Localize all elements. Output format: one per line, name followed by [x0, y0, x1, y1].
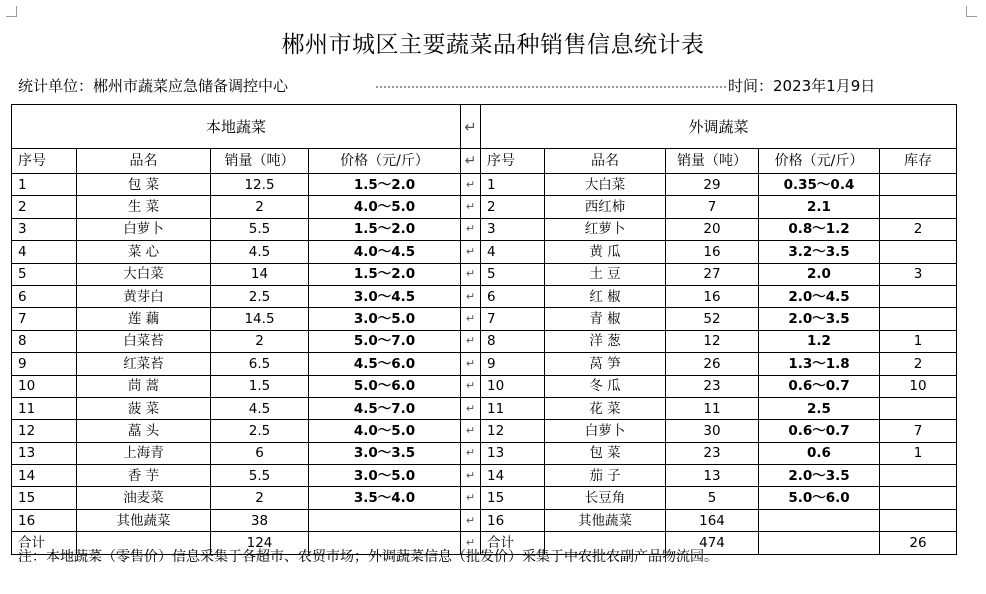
local-row-price: 4.0～5.0	[309, 196, 461, 218]
local-row-price: 3.5～4.0	[309, 487, 461, 509]
outside-row-stock: 1	[880, 330, 957, 352]
outside-row-name: 莴 笋	[545, 353, 666, 375]
local-row-no: 10	[12, 375, 77, 397]
outside-row-price: 3.2～3.5	[759, 241, 880, 263]
outside-header-stock: 库存	[880, 149, 957, 174]
local-row-name: 大白菜	[77, 263, 211, 285]
outside-row-no: 10	[481, 375, 545, 397]
local-row-price: 3.0～4.5	[309, 285, 461, 307]
local-row-name: 生 菜	[77, 196, 211, 218]
local-row-price	[309, 509, 461, 531]
local-row-no: 12	[12, 420, 77, 442]
outside-row-name: 红萝卜	[545, 218, 666, 240]
outside-row-no: 13	[481, 442, 545, 464]
separator-cell: ↵	[461, 442, 481, 464]
table-row	[12, 330, 957, 352]
outside-row-name: 其他蔬菜	[545, 509, 666, 531]
outside-total-label: 合计	[481, 532, 545, 554]
outside-header-name: 品名	[545, 149, 666, 174]
outside-row-price: 2.0～3.5	[759, 308, 880, 330]
outside-row-price: 5.0～6.0	[759, 487, 880, 509]
table-row	[12, 465, 957, 487]
local-header-name: 品名	[77, 149, 211, 174]
separator-cell: ↵	[461, 218, 481, 240]
outside-row-name: 西红柿	[545, 196, 666, 218]
separator-cell: ↵	[461, 308, 481, 330]
local-row-name: 上海青	[77, 442, 211, 464]
local-row-volume: 6.5	[211, 353, 309, 375]
separator-cell: ↵	[461, 330, 481, 352]
table-row	[12, 196, 957, 218]
local-row-price: 1.5～2.0	[309, 263, 461, 285]
outside-row-volume: 29	[666, 174, 759, 196]
outside-row-name: 土 豆	[545, 263, 666, 285]
table-row	[12, 509, 957, 531]
outside-row-volume: 20	[666, 218, 759, 240]
outside-row-price: 0.6～0.7	[759, 375, 880, 397]
outside-row-price: 1.3～1.8	[759, 353, 880, 375]
local-row-price: 4.5～7.0	[309, 397, 461, 419]
page-corner-mark-left	[6, 6, 17, 17]
separator-cell: ↵	[461, 397, 481, 419]
outside-row-no: 6	[481, 285, 545, 307]
local-row-no: 8	[12, 330, 77, 352]
outside-row-stock	[880, 487, 957, 509]
separator-cell: ↵	[461, 353, 481, 375]
outside-row-price: 2.0～4.5	[759, 285, 880, 307]
separator-cell: ↵	[461, 105, 481, 149]
local-row-price: 3.0～5.0	[309, 308, 461, 330]
local-row-name: 油麦菜	[77, 487, 211, 509]
outside-row-no: 12	[481, 420, 545, 442]
local-total-volume: 124	[211, 532, 309, 554]
outside-row-volume: 12	[666, 330, 759, 352]
local-row-volume: 2	[211, 196, 309, 218]
separator-cell: ↵	[461, 532, 481, 554]
local-row-volume: 2.5	[211, 285, 309, 307]
separator-cell: ↵	[461, 149, 481, 174]
column-header-row	[12, 149, 957, 174]
separator-cell: ↵	[461, 285, 481, 307]
local-row-no: 14	[12, 465, 77, 487]
local-row-name: 包 菜	[77, 174, 211, 196]
local-row-name: 红菜苔	[77, 353, 211, 375]
local-row-name: 香 芋	[77, 465, 211, 487]
outside-row-no: 1	[481, 174, 545, 196]
local-row-price: 3.0～5.0	[309, 465, 461, 487]
page-title: 郴州市城区主要蔬菜品种销售信息统计表	[281, 32, 705, 58]
report-date: 时间：2023年1月9日	[728, 77, 876, 95]
separator-cell: ↵	[461, 241, 481, 263]
local-row-volume: 1.5	[211, 375, 309, 397]
outside-row-price: 0.6	[759, 442, 880, 464]
outside-row-volume: 11	[666, 397, 759, 419]
separator-cell: ↵	[461, 196, 481, 218]
outside-row-stock	[880, 196, 957, 218]
local-row-name: 黄芽白	[77, 285, 211, 307]
local-row-volume: 5.5	[211, 465, 309, 487]
outside-row-name: 洋 葱	[545, 330, 666, 352]
local-row-volume: 2	[211, 487, 309, 509]
outside-row-stock: 2	[880, 353, 957, 375]
local-row-price: 4.0～5.0	[309, 420, 461, 442]
footnote: 注：本地蔬菜（零售价）信息采集于各超市、农贸市场；外调蔬菜信息（批发价）采集于中农批农副产品物流园。	[18, 549, 718, 565]
outside-row-volume: 30	[666, 420, 759, 442]
local-row-price: 3.0～3.5	[309, 442, 461, 464]
local-row-no: 13	[12, 442, 77, 464]
table-row	[12, 174, 957, 196]
local-row-volume: 4.5	[211, 241, 309, 263]
outside-row-name: 长豆角	[545, 487, 666, 509]
local-row-price: 4.5～6.0	[309, 353, 461, 375]
local-row-name: 其他蔬菜	[77, 509, 211, 531]
outside-row-price: 2.0～3.5	[759, 465, 880, 487]
outside-row-name: 包 菜	[545, 442, 666, 464]
local-row-no: 11	[12, 397, 77, 419]
local-row-name: 菜 心	[77, 241, 211, 263]
outside-row-stock	[880, 241, 957, 263]
outside-row-price: 0.8～1.2	[759, 218, 880, 240]
outside-row-volume: 16	[666, 241, 759, 263]
outside-row-no: 16	[481, 509, 545, 531]
outside-row-name: 冬 瓜	[545, 375, 666, 397]
local-row-volume: 5.5	[211, 218, 309, 240]
local-row-no: 15	[12, 487, 77, 509]
outside-row-no: 5	[481, 263, 545, 285]
outside-header-volume: 销量（吨）	[666, 149, 759, 174]
local-row-name: 茼 蒿	[77, 375, 211, 397]
local-row-volume: 4.5	[211, 397, 309, 419]
outside-row-volume: 23	[666, 442, 759, 464]
local-row-price: 5.0～6.0	[309, 375, 461, 397]
local-row-name: 白萝卜	[77, 218, 211, 240]
local-row-volume: 14.5	[211, 308, 309, 330]
local-section-title: 本地蔬菜	[12, 105, 461, 149]
outside-row-stock	[880, 397, 957, 419]
outside-row-stock	[880, 465, 957, 487]
outside-total-volume: 474	[666, 532, 759, 554]
table-row	[12, 285, 957, 307]
outside-row-stock	[880, 509, 957, 531]
local-row-volume: 6	[211, 442, 309, 464]
local-row-price: 5.0～7.0	[309, 330, 461, 352]
outside-row-stock: 3	[880, 263, 957, 285]
outside-row-price	[759, 509, 880, 531]
outside-row-no: 3	[481, 218, 545, 240]
outside-row-volume: 13	[666, 465, 759, 487]
outside-total-price	[759, 532, 880, 554]
outside-row-stock	[880, 308, 957, 330]
outside-row-volume: 27	[666, 263, 759, 285]
separator-cell: ↵	[461, 487, 481, 509]
outside-row-no: 11	[481, 397, 545, 419]
outside-row-no: 8	[481, 330, 545, 352]
outside-row-stock	[880, 174, 957, 196]
outside-row-no: 2	[481, 196, 545, 218]
outside-row-volume: 23	[666, 375, 759, 397]
outside-row-stock	[880, 285, 957, 307]
local-row-name: 莲 藕	[77, 308, 211, 330]
dotted-leader	[376, 86, 726, 88]
local-row-price: 1.5～2.0	[309, 218, 461, 240]
separator-cell: ↵	[461, 465, 481, 487]
section-header-row	[12, 105, 957, 149]
outside-row-name: 白萝卜	[545, 420, 666, 442]
local-row-name: 藠 头	[77, 420, 211, 442]
outside-section-title: 外调蔬菜	[481, 105, 957, 149]
outside-total-stock: 26	[880, 532, 957, 554]
vegetable-sales-table	[11, 104, 957, 555]
outside-row-volume: 164	[666, 509, 759, 531]
local-row-no: 4	[12, 241, 77, 263]
outside-row-no: 9	[481, 353, 545, 375]
outside-row-stock: 7	[880, 420, 957, 442]
table-row	[12, 308, 957, 330]
outside-row-name: 红 椒	[545, 285, 666, 307]
outside-row-price: 2.0	[759, 263, 880, 285]
separator-cell: ↵	[461, 420, 481, 442]
outside-row-price: 2.5	[759, 397, 880, 419]
local-row-no: 3	[12, 218, 77, 240]
outside-row-volume: 26	[666, 353, 759, 375]
outside-row-name: 大白菜	[545, 174, 666, 196]
outside-row-no: 14	[481, 465, 545, 487]
table-row	[12, 375, 957, 397]
local-row-volume: 38	[211, 509, 309, 531]
outside-row-no: 15	[481, 487, 545, 509]
local-row-no: 5	[12, 263, 77, 285]
table-row	[12, 397, 957, 419]
outside-row-volume: 52	[666, 308, 759, 330]
outside-row-stock: 2	[880, 218, 957, 240]
outside-row-stock: 1	[880, 442, 957, 464]
local-row-no: 7	[12, 308, 77, 330]
separator-cell: ↵	[461, 174, 481, 196]
table-row	[12, 420, 957, 442]
local-row-no: 16	[12, 509, 77, 531]
outside-row-name: 花 菜	[545, 397, 666, 419]
outside-row-name: 茄 子	[545, 465, 666, 487]
outside-row-no: 7	[481, 308, 545, 330]
local-header-volume: 销量（吨）	[211, 149, 309, 174]
statistics-unit: 统计单位：郴州市蔬菜应急储备调控中心	[18, 77, 289, 95]
outside-row-volume: 5	[666, 487, 759, 509]
table-row	[12, 353, 957, 375]
outside-header-no: 序号	[481, 149, 545, 174]
local-total-label: 合计	[12, 532, 77, 554]
local-row-volume: 2	[211, 330, 309, 352]
outside-row-price: 1.2	[759, 330, 880, 352]
local-row-no: 9	[12, 353, 77, 375]
outside-row-no: 4	[481, 241, 545, 263]
table-row	[12, 241, 957, 263]
local-row-volume: 12.5	[211, 174, 309, 196]
outside-row-name: 青 椒	[545, 308, 666, 330]
outside-row-price: 0.6～0.7	[759, 420, 880, 442]
separator-cell: ↵	[461, 263, 481, 285]
local-row-volume: 14	[211, 263, 309, 285]
local-row-no: 6	[12, 285, 77, 307]
local-row-name: 白菜苔	[77, 330, 211, 352]
report-meta-line	[18, 75, 968, 97]
table-row	[12, 263, 957, 285]
outside-row-price: 2.1	[759, 196, 880, 218]
local-row-price: 4.0～4.5	[309, 241, 461, 263]
local-header-price: 价格（元/斤）	[309, 149, 461, 174]
page-corner-mark-right	[966, 6, 977, 17]
outside-row-volume: 16	[666, 285, 759, 307]
outside-row-name: 黄 瓜	[545, 241, 666, 263]
local-header-no: 序号	[12, 149, 77, 174]
local-row-name: 菠 菜	[77, 397, 211, 419]
table-row	[12, 442, 957, 464]
separator-cell: ↵	[461, 509, 481, 531]
local-row-price: 1.5～2.0	[309, 174, 461, 196]
outside-row-volume: 7	[666, 196, 759, 218]
table-row	[12, 218, 957, 240]
local-row-no: 1	[12, 174, 77, 196]
table-row	[12, 487, 957, 509]
table-wrapper	[11, 104, 957, 555]
outside-header-price: 价格（元/斤）	[759, 149, 880, 174]
local-row-no: 2	[12, 196, 77, 218]
outside-row-stock: 10	[880, 375, 957, 397]
outside-row-price: 0.35～0.4	[759, 174, 880, 196]
separator-cell: ↵	[461, 375, 481, 397]
local-row-volume: 2.5	[211, 420, 309, 442]
